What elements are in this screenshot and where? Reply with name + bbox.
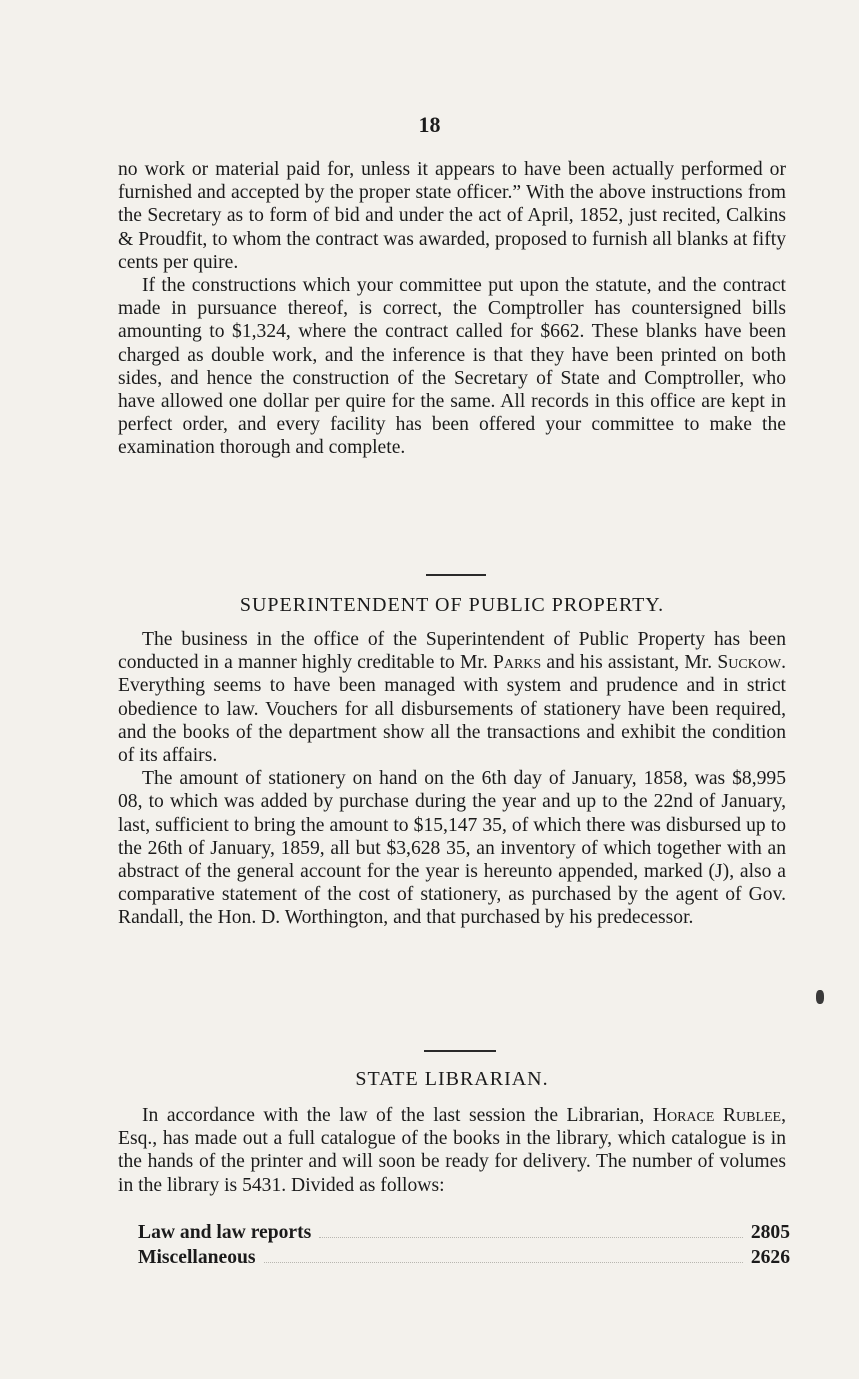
paragraph-2: If the constructions which your committee put upon the statute, and the contract made in pursuance thereof, is correct, the Comptroller has countersigned bills amounting to $1,324, where the contract called for $662. These blanks have been charged as double work, and the inference is that they have been printed on both sides, and hence the construction of the Secretary of State and Comptroller, who have allowed one dollar per quire for the same. All records in this office are kept in perfect order, and every facility has been offered your committee to make the examination thorough and complete. (118, 275, 786, 459)
row-value: 2805 (750, 1222, 790, 1243)
volume-row-law (138, 1222, 790, 1244)
name-suckow: Suckow (717, 652, 782, 674)
text-run: . Everything seems to have been managed with system and prudence and in strict obedience to law. Vouchers for all disbursements of stationery have been required, and the books of the department show all the transactions and exhibit the condition of its affairs. (118, 652, 786, 767)
section-superintendent (118, 628, 786, 930)
row-label: Law and law reports (138, 1222, 312, 1243)
row-label: Miscellaneous (138, 1247, 256, 1268)
page-number: 18 (418, 112, 441, 137)
heading-superintendent: SUPERINTENDENT OF PUBLIC PROPERTY. (239, 594, 665, 616)
text-run: The business in the office of the Superintendent of Public Property has been conducted in a manner highly creditable to Mr. (118, 629, 786, 674)
superintendent-paragraph-2: The amount of stationery on hand on the 6th day of January, 1858, was $8,995 08, to which was added by purchase during the year and up to the 22nd of January, last, sufficient to bring the amount to $15,147 35, of which there was disbursed up to the 26th of January, 1859, all but $3,628 35, an inventory of which together with an abstract of the general account for the year is hereunto appended, marked (J), also a comparative statement of the cost of stationery, as purchased by the agent of Gov. Randall, the Hon. D. Worthington, and that purchased by his predecessor. (118, 768, 786, 929)
section-librarian (118, 1104, 786, 1197)
paragraph-1: no work or material paid for, unless it appears to have been actually performed or furnished and accepted by the proper state officer.” With the above instructions from the Secretary as to form of bid and under the act of April, 1852, just recited, Calkins & Proudfit, to whom the contract was awarded, proposed to furnish all blanks at fifty cents per quire. (118, 159, 786, 273)
volume-row-misc (138, 1247, 790, 1269)
leader-dots (264, 1247, 743, 1263)
text-run: , Esq., has made out a full catalogue of the books in the library, which catalogue is in the hands of the printer and will soon be ready for delivery. The number of volumes in the library is 5431. Divided as follows: (118, 1105, 787, 1196)
name-parks: Parks (492, 652, 542, 674)
row-value: 2626 (750, 1247, 790, 1268)
name-rublee: Horace Rublee (652, 1105, 782, 1126)
ink-speck (816, 990, 824, 1004)
heading-librarian: STATE LIBRARIAN. (355, 1068, 549, 1090)
leader-dots (319, 1222, 743, 1238)
superintendent-paragraph-1 (118, 628, 786, 767)
divider-1 (426, 574, 486, 576)
divider-2 (424, 1050, 496, 1052)
section-continuation (118, 158, 786, 460)
librarian-paragraph (118, 1104, 786, 1197)
text-run: and his assistant, Mr. (541, 652, 718, 674)
text-run: In accordance with the law of the last session the Librarian, (142, 1105, 653, 1126)
